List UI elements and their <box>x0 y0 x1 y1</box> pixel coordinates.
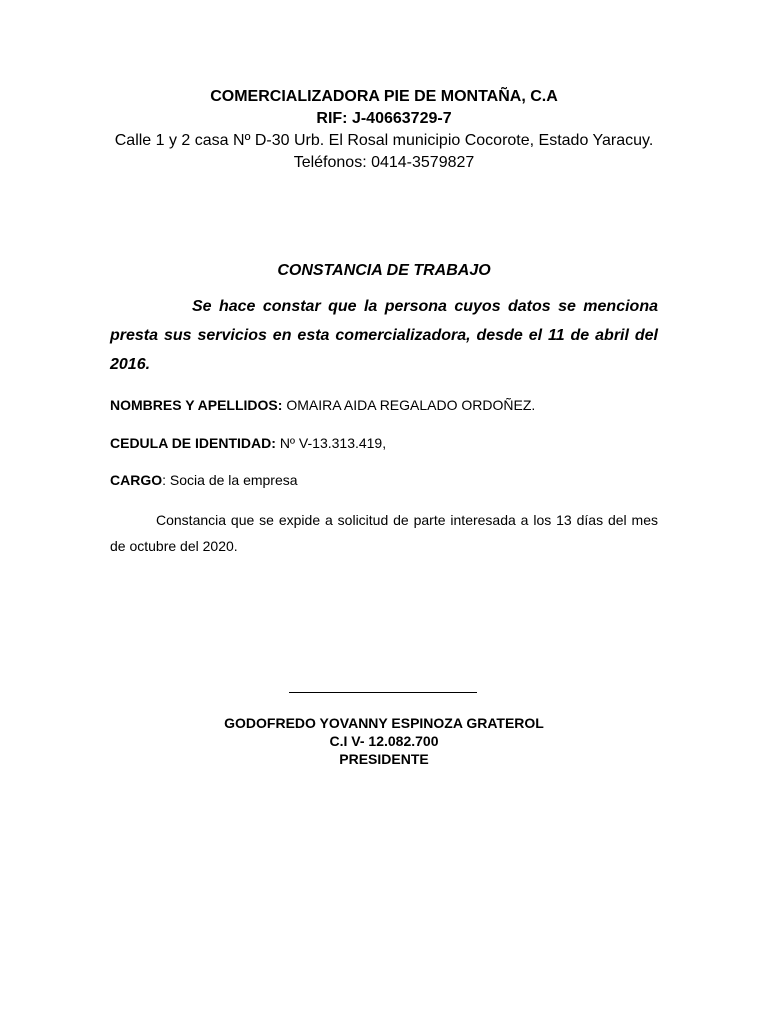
field-cargo <box>110 471 658 489</box>
field-names-value: OMAIRA AIDA REGALADO ORDOÑEZ. <box>286 397 536 413</box>
field-cedula-label: CEDULA DE IDENTIDAD: <box>110 435 276 451</box>
company-phones: Teléfonos: 0414-3579827 <box>293 154 475 171</box>
field-names-label: NOMBRES Y APELLIDOS: <box>110 397 283 413</box>
field-cedula-value: Nº V-13.313.419, <box>279 435 387 451</box>
closing-paragraph: Constancia que se expide a solicitud de parte interesada a los 13 días del mes de octubre del 2020. <box>110 512 658 554</box>
signer-id: C.I V- 12.082.700 <box>329 733 439 749</box>
signer-role: PRESIDENTE <box>339 751 429 767</box>
signature-block <box>100 714 668 768</box>
company-address: Calle 1 y 2 casa Nº D-30 Urb. El Rosal municipio Cocorote, Estado Yaracuy. <box>114 132 654 149</box>
company-rif: RIF: J-40663729-7 <box>316 110 452 127</box>
company-name: COMERCIALIZADORA PIE DE MONTAÑA, C.A <box>210 88 558 105</box>
field-cargo-label: CARGO <box>110 472 163 488</box>
field-names <box>110 396 658 414</box>
signature-line <box>289 692 477 693</box>
letterhead <box>100 86 668 174</box>
field-cargo-value: : Socia de la empresa <box>162 472 298 488</box>
document-title: CONSTANCIA DE TRABAJO <box>277 262 491 279</box>
field-cedula <box>110 434 658 452</box>
intro-paragraph: Se hace constar que la persona cuyos datos se menciona presta sus servicios en esta comercializadora, desde el 11 de abril del 2016. <box>110 298 658 373</box>
signer-name: GODOFREDO YOVANNY ESPINOZA GRATEROL <box>224 715 544 731</box>
